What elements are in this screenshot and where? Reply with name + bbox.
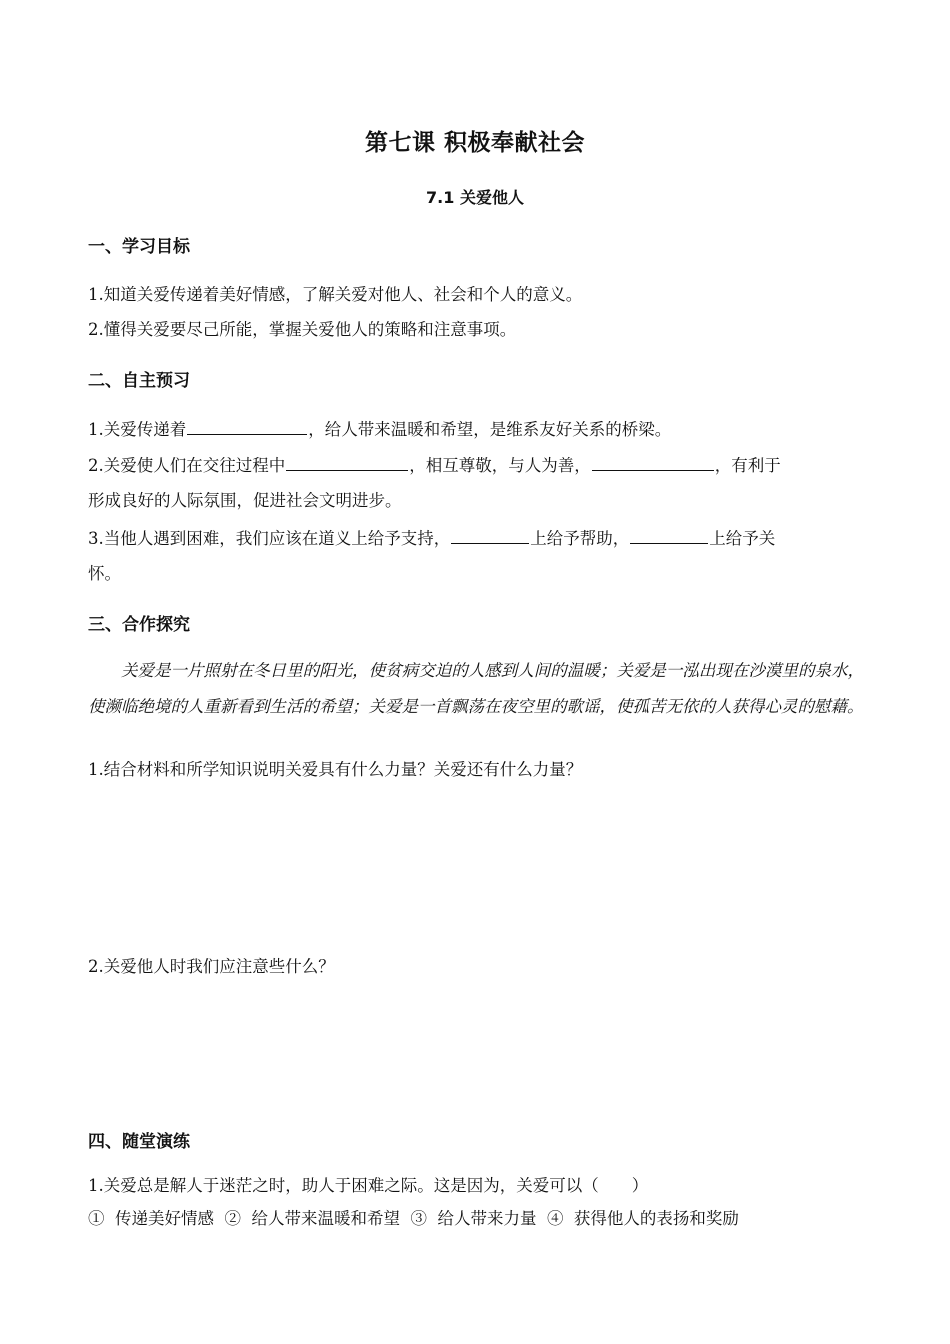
fill-blank-2[interactable] xyxy=(286,452,408,471)
practice-question-1: 1.关爱总是解人于迷茫之时，助人于困难之际。这是因为，关爱可以（ ） xyxy=(88,1176,649,1195)
preview-q2-text-a: 2.关爱使人们在交往过程中 xyxy=(88,456,286,475)
preview-question-2-cont: 形成良好的人际氛围，促进社会文明进步。 xyxy=(88,491,402,510)
preview-q2-text-c: ，有利于 xyxy=(714,456,781,475)
preview-q3-text-a: 3.当他人遇到困难，我们应该在道义上给予支持， xyxy=(88,529,451,548)
preview-question-3 xyxy=(88,525,868,551)
preview-q1-text-b: ，给人带来温暖和希望，是维系友好关系的桥梁。 xyxy=(308,420,672,439)
preview-q3-text-c: 上给予关 xyxy=(709,529,776,548)
fill-blank-5[interactable] xyxy=(630,525,708,544)
fill-blank-3[interactable] xyxy=(592,452,714,471)
page-subtitle: 7.1 关爱他人 xyxy=(426,188,524,207)
preview-question-3-cont: 怀。 xyxy=(88,564,121,583)
section-heading-preview: 二、自主预习 xyxy=(88,371,190,391)
preview-q1-text-a: 1.关爱传递着 xyxy=(88,420,187,439)
preview-question-1 xyxy=(88,416,868,442)
goal-item-2: 2.懂得关爱要尽己所能，掌握关爱他人的策略和注意事项。 xyxy=(88,320,517,339)
section-heading-goals: 一、学习目标 xyxy=(88,237,190,257)
section-heading-explore: 三、合作探究 xyxy=(88,615,190,635)
preview-question-2 xyxy=(88,452,868,478)
explore-question-1: 1.结合材料和所学知识说明关爱具有什么力量？关爱还有什么力量？ xyxy=(88,760,583,779)
fill-blank-4[interactable] xyxy=(451,525,529,544)
preview-q3-text-b: 上给予帮助， xyxy=(530,529,630,548)
section-heading-practice: 四、随堂演练 xyxy=(88,1132,190,1152)
practice-question-1-options: ① 传递美好情感 ② 给人带来温暖和希望 ③ 给人带来力量 ④ 获得他人的表扬和奖励 xyxy=(88,1209,739,1228)
material-paragraph: 关爱是一片照射在冬日里的阳光，使贫病交迫的人感到人间的温暖；关爱是一泓出现在沙漠里的泉水，使濒临绝境的人重新看到生活的希望；关爱是一首飘荡在夜空里的歌谣，使孤苦无依的人获得心灵的慰藉。 xyxy=(88,661,864,716)
page-title: 第七课 积极奉献社会 xyxy=(364,130,585,156)
fill-blank-1[interactable] xyxy=(187,416,307,435)
explore-question-2: 2.关爱他人时我们应注意些什么？ xyxy=(88,957,335,976)
goal-item-1: 1.知道关爱传递着美好情感，了解关爱对他人、社会和个人的意义。 xyxy=(88,285,583,304)
preview-q2-text-b: ，相互尊敬，与人为善， xyxy=(409,456,591,475)
